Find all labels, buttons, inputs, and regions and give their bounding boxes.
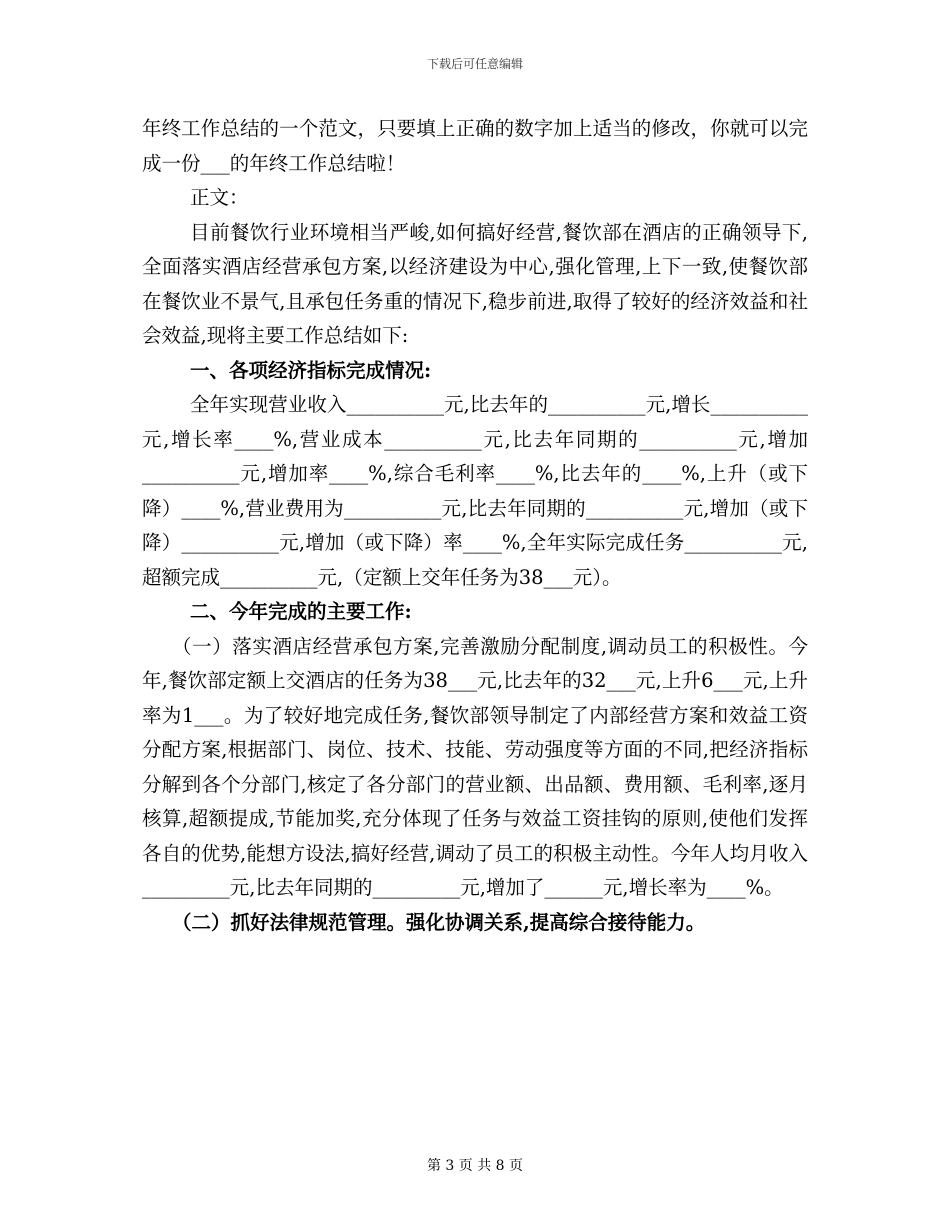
- page-footer: 第 3 页 共 8 页: [426, 1158, 524, 1174]
- page-header: 下载后可任意编辑: [426, 57, 523, 71]
- section-heading-3: （二）抓好法律规范管理。强化协调关系,提高综合接待能力。: [172, 910, 706, 934]
- work-paragraph-1: （一）落实酒店经营承包方案,完善激励分配制度,调动员工的积极性。今年,餐饮部定额上交酒店的任务为38___元,比去年的32___元,上升6___元,上升率为1___。为了较好地完成任务,餐饮部领导制定了内部经营方案和效益工资分配方案,根据部门、岗位、技术、技能、劳动强度等方面的不同,把经济指标分解到各个分部门,核定了各分部门的营业额、出品额、费用额、毛利率,逐月核算,超额提成,节能加奖,充分体现了任务与效益工资挂钩的原则,使他们发挥各自的优势,能想方设法,搞好经营,调动了员工的积极主动性。今年人均月收入_________元,比去年同期的_________元,增加了______元,增长率为____%。: [142, 634, 808, 899]
- section-heading-2: 二、今年完成的主要工作:: [190, 600, 412, 623]
- document-body: [142, 112, 808, 940]
- section-heading-1: 一、各项经济指标完成情况:: [190, 358, 432, 382]
- intro-paragraph: 年终工作总结的一个范文，只要填上正确的数字加上适当的修改，你就可以完成一份___的年终工作总结啦！: [142, 117, 808, 175]
- indicators-paragraph: 全年实现营业收入__________元,比去年的__________元,增长__________元,增长率____%,营业成本__________元,比去年同期的__________元,增加__________元,增加率____%,综合毛利率____%,比去年的____%,上升（或下降）____%,营业费用为__________元,比去年同期的__________元,增加（或下降）__________元,增加（或下降）率____%,全年实际完成任务__________元,超额完成__________元,（定额上交年任务为38___元）。: [142, 393, 808, 589]
- opening-paragraph: 目前餐饮行业环境相当严峻,如何搞好经营,餐饮部在酒店的正确领导下,全面落实酒店经营承包方案,以经济建设为中心,强化管理,上下一致,使餐饮部在餐饮业不景气,且承包任务重的情况下,稳步前进,取得了较好的经济效益和社会效益,现将主要工作总结如下:: [142, 220, 808, 347]
- zhengwen-label: 正文：: [190, 186, 249, 209]
